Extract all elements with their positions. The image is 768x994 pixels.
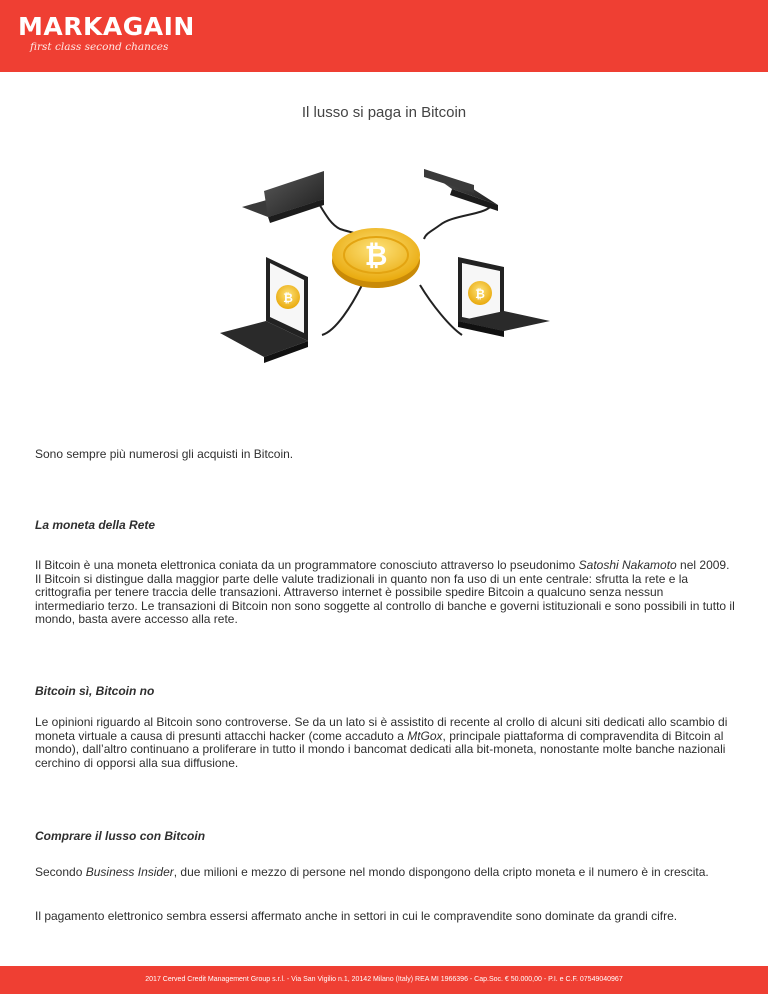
laptop-bottom-left <box>220 257 308 363</box>
section-heading-2: Bitcoin sì, Bitcoin no <box>35 684 155 698</box>
section-body-3: Secondo Business Insider, due milioni e mezzo di persone nel mondo dispongono della cripto moneta e il numero è in crescita. <box>35 865 709 879</box>
svg-text:₿: ₿ <box>283 291 293 305</box>
section-heading-3: Comprare il lusso con Bitcoin <box>35 829 206 843</box>
laptop-top-left <box>242 171 324 223</box>
section-body-2: Le opinioni riguardo al Bitcoin sono controverse. Se da un lato si è assistito di recente al crollo di alcuni siti dedicati allo scambio di moneta virtuale a causa di presunti attacchi hacker (come accaduto a MtGox, principale piattaforma di compravendita di Bitcoin al mondo), dall’altro continuano a proliferare in tutto il mondo i bancomat dedicati alla bit-moneta, nonostante molte banche nazionali cerchino di opporsi alla sua diffusione. <box>35 715 728 770</box>
bitcoin-network-illustration <box>212 135 556 400</box>
section-body-1: Il Bitcoin è una moneta elettronica coniata da un programmatore conosciuto attraverso lo pseudonimo Satoshi Nakamoto nel 2009. Il Bitcoin si distingue dalla maggior parte delle valute tradizionali in quanto non fa uso di un ente centrale: sfrutta la rete e la crittografia per tenere traccia delle transazioni. Attraverso internet è possibile spedire Bitcoin a qualcuno senza nessun intermediario terzo. Le transazioni di Bitcoin non sono soggette al controllo di banche e governi istituzionali e sono possibili in tutto il mondo, basta avere accesso alla rete. <box>35 558 735 627</box>
article-title: Il lusso si paga in Bitcoin <box>301 104 467 121</box>
page-header <box>0 0 768 72</box>
logo-wordmark: MARKAGAIN <box>18 12 195 41</box>
article-intro: Sono sempre più numerosi gli acquisti in Bitcoin. <box>35 447 294 461</box>
footer-legal-text: 2017 Cerved Credit Management Group s.r.l. - Via San Vigilio n.1, 20142 Milano (Italy) REA MI 1966396 - Cap.Soc. € 50.000,00 - P.I. e C.F. 07549040967 <box>145 976 623 983</box>
laptop-bottom-right <box>458 257 550 337</box>
section-heading-1: La moneta della Rete <box>35 518 156 532</box>
svg-text:₿: ₿ <box>475 287 485 301</box>
laptop-top-right <box>424 169 498 211</box>
svg-text:₿: ₿ <box>364 239 388 272</box>
markagain-logo[interactable] <box>18 14 195 53</box>
bitcoin-coin <box>332 228 420 288</box>
page-footer <box>0 966 768 994</box>
logo-tagline: first class second chances <box>30 41 169 53</box>
section-body-3b: Il pagamento elettronico sembra essersi affermato anche in settori in cui le compravendite sono dominate da grandi cifre. <box>35 909 678 923</box>
